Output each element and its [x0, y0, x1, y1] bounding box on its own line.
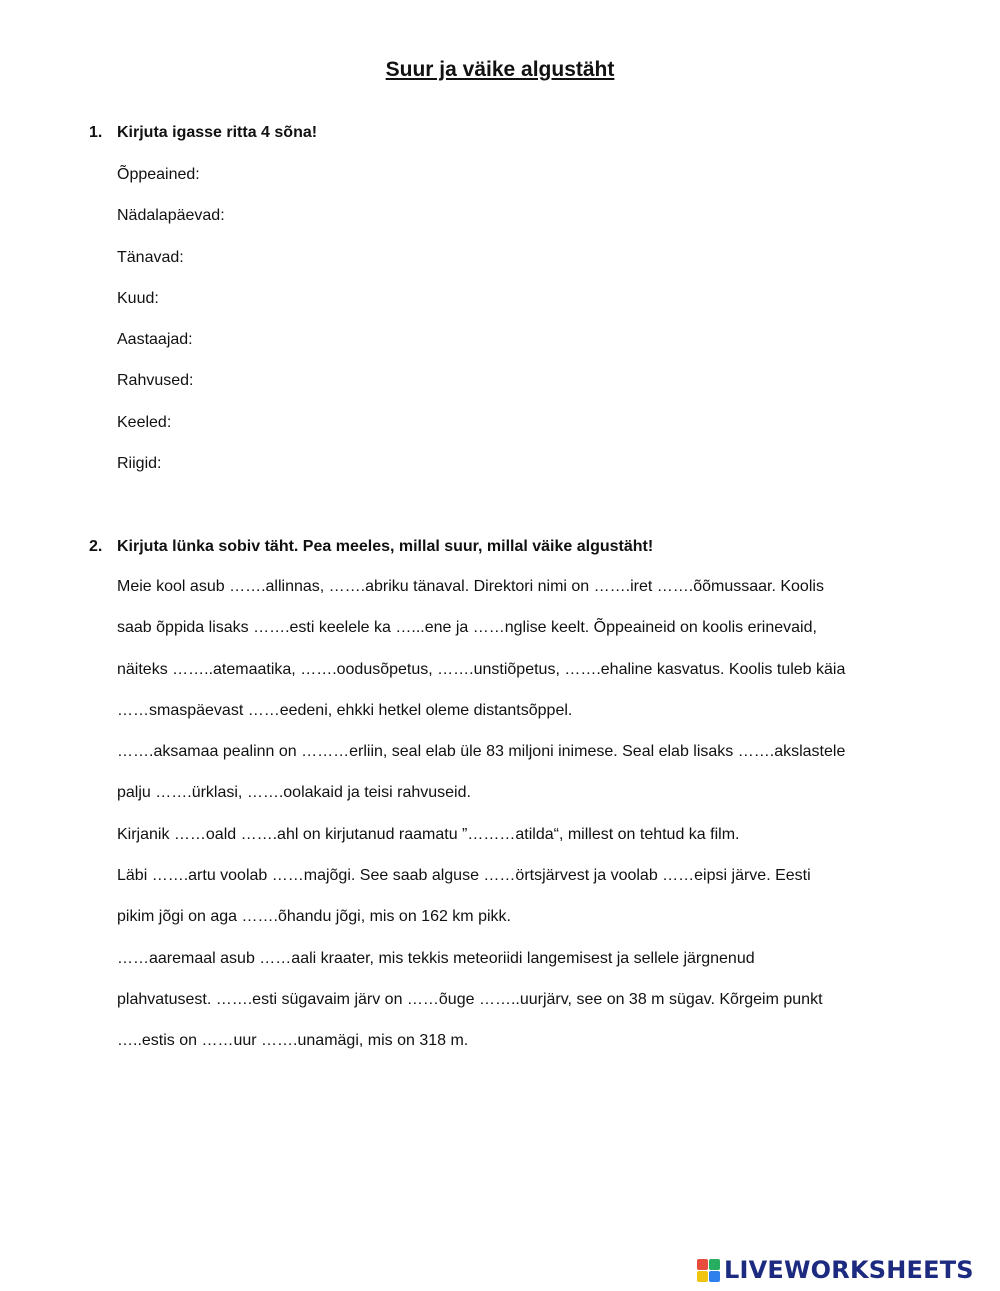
text-line: Läbi …….artu voolab ……majõgi. See saab alguse ……örtsjärvest ja voolab ……eipsi järve. Eesti — [117, 867, 811, 885]
logo-text: LIVEWORKSHEETS — [724, 1256, 974, 1284]
text-line: saab õppida lisaks …….esti keelele ka …...ene ja ……nglise keelt. Õppeaineid on koolis erinevaid, — [117, 619, 817, 637]
logo-square — [709, 1271, 720, 1282]
text-line: näiteks ……..atemaatika, …….oodusõpetus, …….unstiõpetus, …….ehaline kasvatus. Koolis tuleb käia — [117, 660, 846, 678]
text-line: palju …….ürklasi, …….oolakaid ja teisi rahvuseid. — [117, 784, 471, 802]
category-label: Tänavad: — [117, 248, 184, 266]
category-label: Õppeained: — [117, 166, 200, 183]
page-title: Suur ja väike algustäht — [385, 58, 615, 81]
logo-square — [697, 1271, 708, 1282]
category-label: Aastaajad: — [117, 331, 193, 349]
task-2-instruction: Kirjuta lünka sobiv täht. Pea meeles, millal suur, millal väike algustäht! — [117, 538, 654, 555]
text-line: ……smaspäevast ……eedeni, ehkki hetkel oleme distantsõppel. — [117, 701, 573, 719]
category-label: Rahvused: — [117, 372, 194, 390]
text-line: Meie kool asub …….allinnas, …….abriku tänaval. Direktori nimi on …….iret …….õõmussaar. Koolis — [117, 578, 824, 595]
task-1-number: 1. — [89, 124, 103, 141]
task-1-instruction: Kirjuta igasse ritta 4 sõna! — [117, 124, 318, 141]
category-label: Nädalapäevad: — [117, 207, 225, 225]
logo-square — [697, 1259, 708, 1270]
text-line: ……aaremaal asub ……aali kraater, mis tekkis meteoriidi langemisest ja sellele järgnenud — [117, 949, 755, 967]
category-label: Keeled: — [117, 413, 172, 431]
task-2-number: 2. — [89, 538, 103, 555]
task-2-text — [117, 577, 845, 1073]
task-2-heading — [89, 538, 653, 556]
text-line: Kirjanik ……oald …….ahl on kirjutanud raamatu ”………atilda“, millest on tehtud ka film. — [117, 825, 740, 843]
category-label: Riigid: — [117, 455, 162, 473]
text-line: …….aksamaa pealinn on ………erliin, seal elab üle 83 miljoni inimese. Seal elab lisaks …….akslastele — [117, 743, 846, 761]
task-1-heading — [89, 124, 317, 142]
liveworksheets-logo — [697, 1255, 974, 1285]
text-line: pikim jõgi on aga …….õhandu jõgi, mis on 162 km pikk. — [117, 908, 511, 926]
logo-square — [709, 1259, 720, 1270]
text-line: plahvatusest. …….esti sügavaim järv on ……õuge ……..uurjärv, see on 38 m sügav. Kõrgeim punkt — [117, 990, 823, 1008]
task-1-category-list — [117, 165, 225, 495]
liveworksheets-logo-icon — [697, 1259, 720, 1282]
category-label: Kuud: — [117, 289, 159, 307]
text-line: …..estis on ……uur …….unamägi, mis on 318 m. — [117, 1032, 469, 1050]
